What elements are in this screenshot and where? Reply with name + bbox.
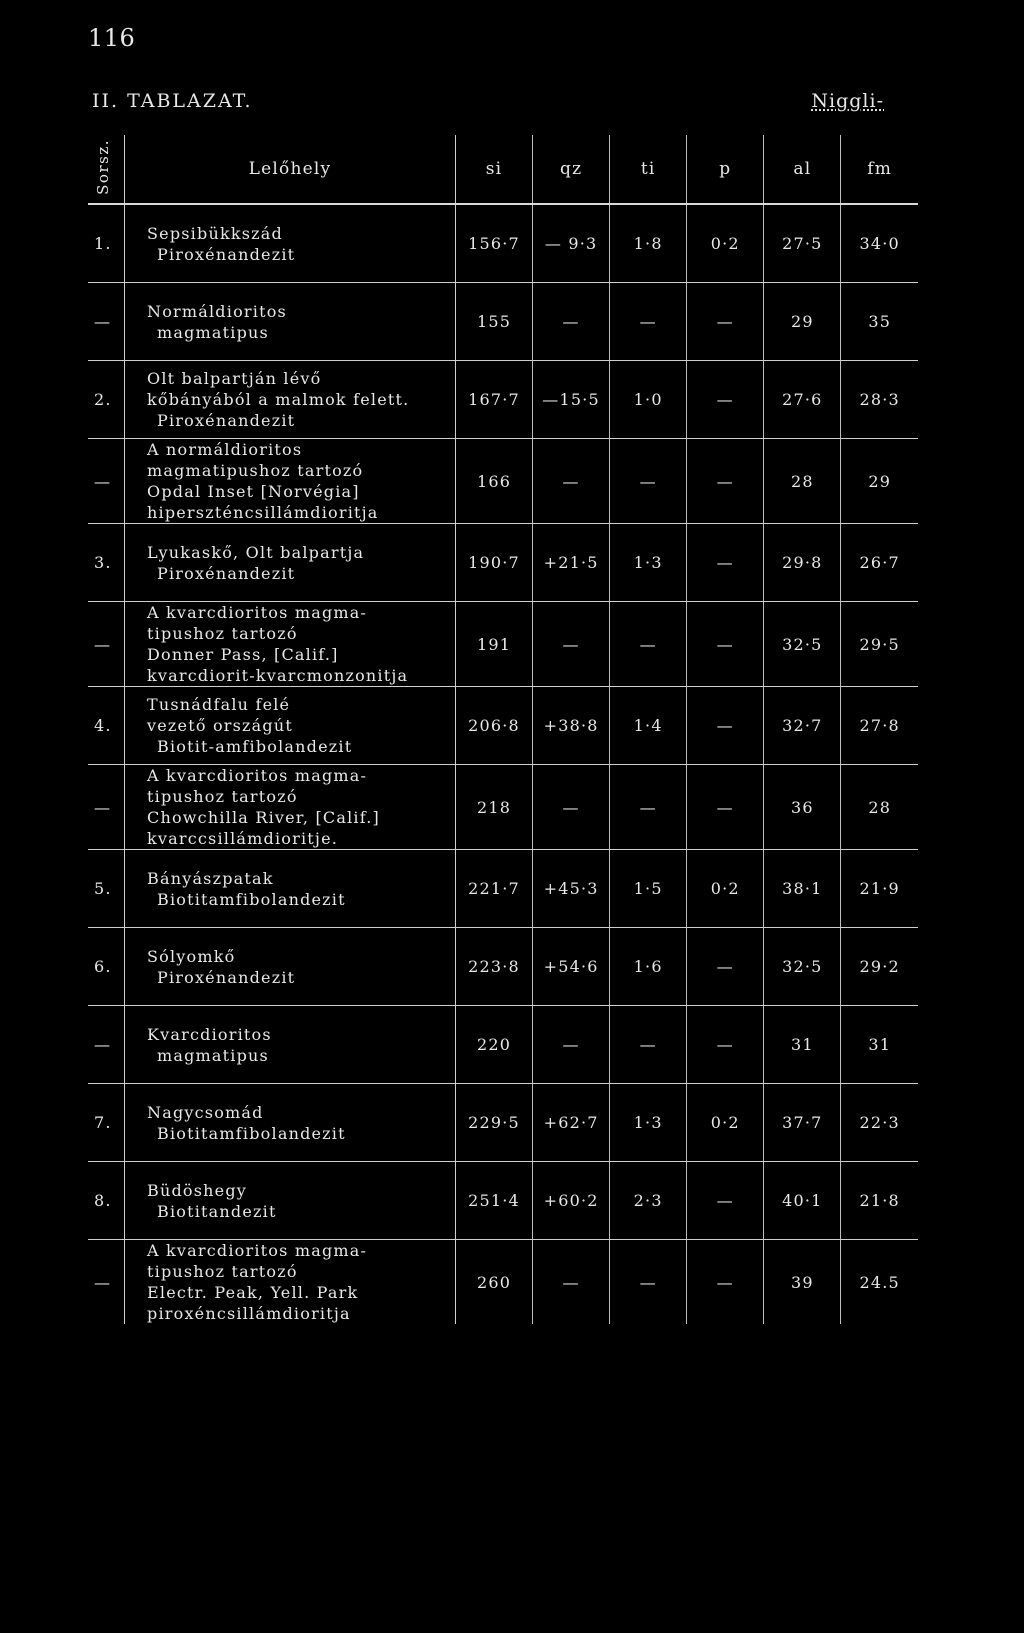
row-number: — [88,602,125,687]
table-row [88,602,918,687]
locality-line: magmatipushoz tartozó [147,461,364,480]
value-fm: 24.5 [841,1240,918,1325]
value-fm: 34·0 [841,204,918,283]
value-si: 156·7 [456,204,533,283]
value-fm: 28·3 [841,361,918,439]
locality-line: vezető országút [147,716,293,735]
value-si: 155 [456,283,533,361]
value-qz: +38·8 [533,687,610,765]
row-number: 2. [88,361,125,439]
value-ti: — [610,1240,687,1325]
value-qz: +45·3 [533,850,610,928]
locality-cell [125,1162,456,1240]
locality-line: Piroxénandezit [157,563,296,583]
row-number: 8. [88,1162,125,1240]
value-si: 223·8 [456,928,533,1006]
locality-line: Sepsibükkszád [147,223,283,243]
locality-line: tipushoz tartozó [147,787,298,806]
table-row [88,204,918,283]
table-row [88,1006,918,1084]
locality-line: piroxéncsillámdioritja [147,1304,351,1323]
locality-cell [125,1084,456,1162]
value-fm: 26·7 [841,524,918,602]
table-row [88,850,918,928]
locality-cell [125,524,456,602]
page-number: 116 [88,24,136,52]
value-p: — [687,524,764,602]
value-qz: — [533,1006,610,1084]
locality-line: kőbányából a malmok felett. [147,390,410,409]
table-row [88,1240,918,1325]
value-p: — [687,602,764,687]
value-ti: 1·8 [610,204,687,283]
value-al: 38·1 [764,850,841,928]
value-qz: — 9·3 [533,204,610,283]
table-row [88,283,918,361]
value-p: — [687,1162,764,1240]
locality-line: A kvarcdioritos magma- [147,766,368,785]
table-row [88,1162,918,1240]
locality-cell [125,687,456,765]
value-al: 37·7 [764,1084,841,1162]
header-p: p [687,135,764,204]
locality-line: A kvarcdioritos magma- [147,1241,368,1260]
value-p: — [687,765,764,850]
row-number: — [88,439,125,524]
header-lelohely: Lelőhely [125,135,456,204]
value-al: 32·5 [764,602,841,687]
value-ti: 1·3 [610,524,687,602]
row-number: 3. [88,524,125,602]
value-fm: 31 [841,1006,918,1084]
locality-line: kvarccsillámdioritje. [147,829,339,848]
locality-line: Kvarcdioritos [147,1024,272,1044]
row-number: — [88,1006,125,1084]
value-al: 36 [764,765,841,850]
value-ti: 1·6 [610,928,687,1006]
value-p: — [687,1006,764,1084]
locality-line: Donner Pass, [Calif.] [147,645,339,664]
locality-line: Biotit-amfibolandezit [157,737,353,756]
table-body [88,204,918,1324]
locality-line: Sólyomkő [147,946,236,966]
locality-line: Chowchilla River, [Calif.] [147,808,380,827]
header-al: al [764,135,841,204]
value-si: 166 [456,439,533,524]
header-row [88,135,918,204]
locality-line: A kvarcdioritos magma- [147,603,368,622]
value-p: — [687,361,764,439]
value-qz: — [533,1240,610,1325]
value-fm: 22·3 [841,1084,918,1162]
locality-line: kvarcdiorit-kvarcmonzonitja [147,666,409,685]
value-qz: +54·6 [533,928,610,1006]
locality-line: A normáldioritos [147,440,303,459]
author-name: Niggli- [811,90,884,112]
value-fm: 21·8 [841,1162,918,1240]
value-ti: 1·4 [610,687,687,765]
value-si: 191 [456,602,533,687]
value-al: 40·1 [764,1162,841,1240]
row-number: — [88,765,125,850]
value-ti: — [610,439,687,524]
table-row [88,439,918,524]
table-title: II. TABLAZAT. [92,90,253,112]
value-si: 167·7 [456,361,533,439]
value-si: 229·5 [456,1084,533,1162]
value-p: 0·2 [687,1084,764,1162]
table-row [88,524,918,602]
value-al: 27·5 [764,204,841,283]
value-si: 260 [476,1272,512,1292]
locality-line: Olt balpartján lévő [147,369,322,388]
locality-cell [125,204,456,283]
value-fm: 21·9 [841,850,918,928]
locality-line: Electr. Peak, Yell. Park [147,1283,359,1302]
value-ti: 1·5 [610,850,687,928]
value-qz: — [533,283,610,361]
value-p: — [687,928,764,1006]
value-qz: +60·2 [533,1162,610,1240]
value-qz: —15·5 [533,361,610,439]
value-si: 206·8 [456,687,533,765]
locality-cell [125,1006,456,1084]
row-number: 4. [88,687,125,765]
value-al: 29 [764,283,841,361]
locality-line: tipushoz tartozó [147,624,298,643]
locality-line: tipushoz tartozó [147,1262,298,1281]
header-sorsz: Sorsz. [88,135,125,204]
header-fm: fm [841,135,918,204]
value-p: — [687,439,764,524]
value-ti: 2·3 [610,1162,687,1240]
locality-cell [125,765,456,850]
locality-line: Büdöshegy [147,1180,248,1200]
value-qz: — [533,765,610,850]
locality-line: Piroxénandezit [157,967,296,987]
locality-line: hiperszténcsillámdioritja [147,503,379,522]
row-number: 6. [88,928,125,1006]
row-number: — [88,1240,125,1325]
locality-cell [125,928,456,1006]
table-row [88,765,918,850]
row-number: 1. [88,204,125,283]
value-p: 0·2 [687,850,764,928]
locality-cell [125,283,456,361]
value-p: — [687,687,764,765]
header-si: si [456,135,533,204]
value-al: 39 [764,1240,841,1325]
value-fm: 29·5 [841,602,918,687]
value-al: 29·8 [764,524,841,602]
value-ti: — [610,283,687,361]
value-al: 32·5 [764,928,841,1006]
header-ti: ti [610,135,687,204]
value-fm: 28 [841,765,918,850]
value-al: 32·7 [764,687,841,765]
table-row [88,928,918,1006]
locality-line: Piroxénandezit [157,244,296,264]
value-ti: — [610,1006,687,1084]
value-ti: — [610,602,687,687]
locality-line: magmatipus [157,322,269,342]
locality-line: Lyukaskő, Olt balpartja [147,542,365,562]
locality-cell [125,1240,456,1325]
locality-cell [125,361,456,439]
value-si: 190·7 [456,524,533,602]
value-al: 28 [764,439,841,524]
locality-cell [125,850,456,928]
table-row [88,361,918,439]
value-fm: 29·2 [841,928,918,1006]
value-ti: 1·3 [610,1084,687,1162]
chemistry-table [88,135,918,1324]
locality-line: Normáldioritos [147,301,287,321]
value-fm: 29 [841,439,918,524]
table-row [88,1084,918,1162]
table-row [88,687,918,765]
value-al: 27·6 [764,361,841,439]
locality-line: Biotitamfibolandezit [157,889,346,909]
value-qz: — [533,602,610,687]
row-number: 5. [88,850,125,928]
value-p: 0·2 [687,204,764,283]
value-si: 221·7 [456,850,533,928]
locality-line: Biotitandezit [157,1201,277,1221]
value-si: 251·4 [456,1162,533,1240]
value-ti: 1·0 [610,361,687,439]
value-p: — [687,1240,764,1325]
locality-line: Biotitamfibolandezit [157,1123,346,1143]
locality-cell [125,602,456,687]
value-ti: — [610,765,687,850]
locality-line: Tusnádfalu felé [147,695,291,714]
locality-line: magmatipus [157,1045,269,1065]
value-qz: +62·7 [533,1084,610,1162]
value-fm: 35 [841,283,918,361]
value-si: 220 [456,1006,533,1084]
locality-line: Nagycsomád [147,1102,264,1122]
row-number: 7. [88,1084,125,1162]
value-al: 31 [764,1006,841,1084]
value-qz: — [533,439,610,524]
locality-line: Piroxénandezit [157,411,296,430]
row-number: — [88,283,125,361]
value-fm: 27·8 [841,687,918,765]
locality-cell [125,439,456,524]
header-qz: qz [533,135,610,204]
locality-line: Opdal Inset [Norvégia] [147,482,360,501]
value-si: 218 [456,765,533,850]
value-p: — [687,283,764,361]
locality-line: Bányászpatak [147,868,274,888]
value-qz: +21·5 [533,524,610,602]
